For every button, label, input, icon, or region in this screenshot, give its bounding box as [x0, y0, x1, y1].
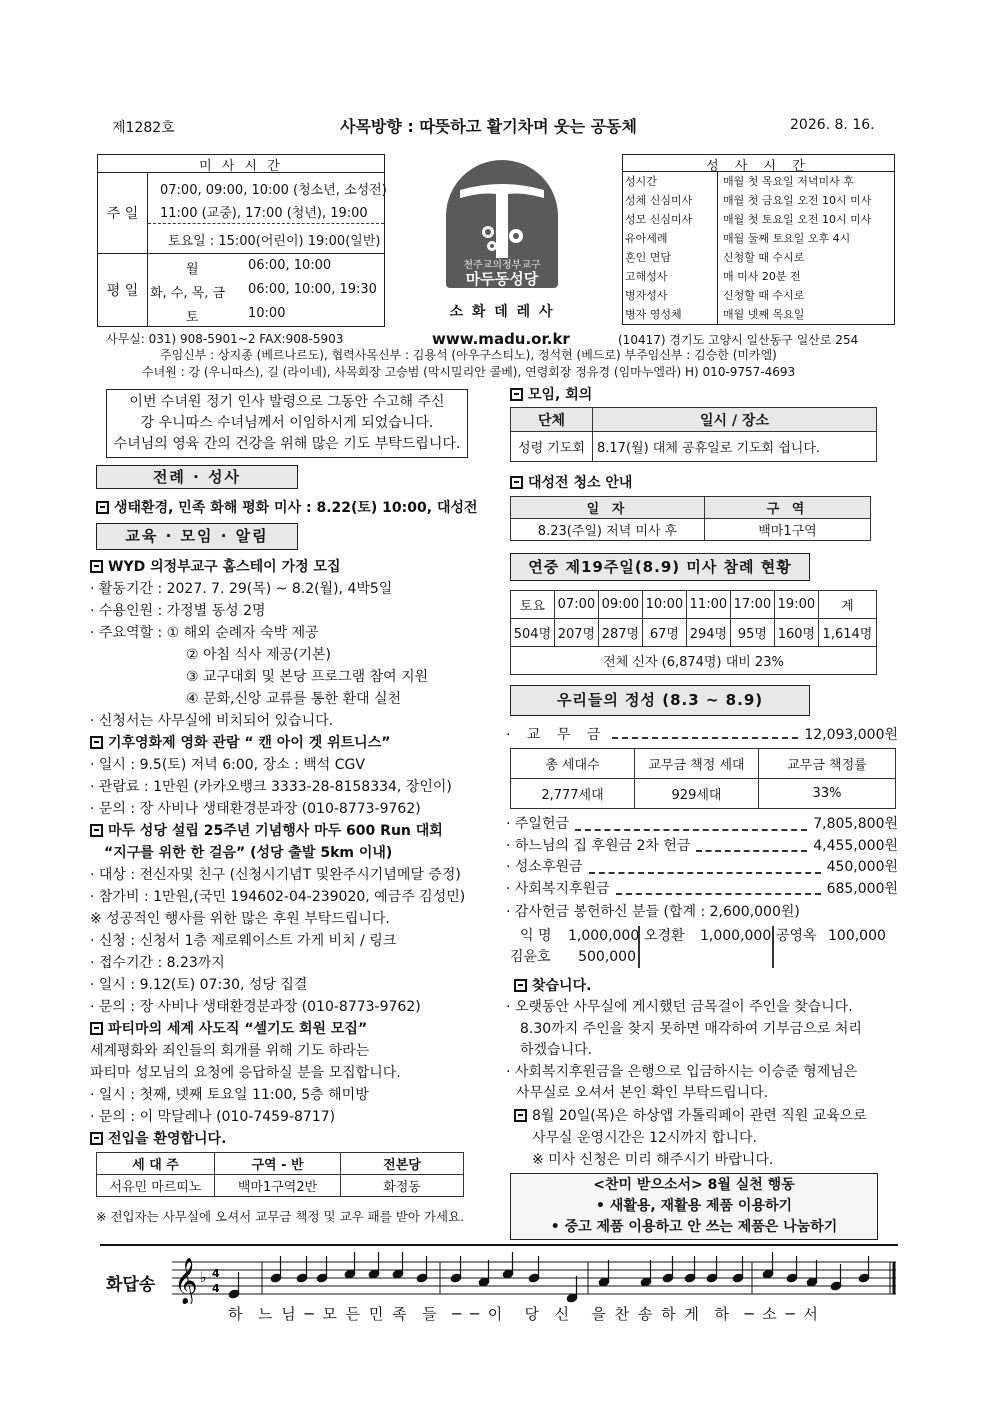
svg-text:4: 4 — [212, 1267, 220, 1280]
sacrament-name: 고해성사 — [625, 270, 668, 283]
weekday-label: 평 일 — [98, 253, 148, 326]
sacrament-title: 성 사 시 간 — [623, 155, 894, 172]
sacrament-name: 성시간 — [625, 175, 657, 188]
offering-label: · 하느님의 집 후원금 2차 헌금 — [506, 837, 691, 854]
cleaning-cell: 백마1구역 — [705, 519, 871, 541]
offering-row — [506, 879, 898, 901]
meeting-table — [510, 407, 877, 462]
welcome-note: ※ 전입자는 사무실에 오셔서 교무금 책정 및 교우 패를 받아 가세요. — [96, 1209, 465, 1224]
weekday-time-3: 10:00 — [248, 306, 286, 321]
lost-found-line: 8.30까지 주인을 찾지 못하면 매각하여 기부금으로 처리 — [520, 1020, 862, 1037]
sacrament-name: 병자성사 — [625, 289, 668, 302]
weekday-day-3: 토 — [186, 310, 199, 325]
checkbox-icon — [90, 1022, 103, 1035]
offering-label: · 성소후원금 — [506, 859, 583, 875]
meeting-title: 모임, 회의 — [528, 387, 593, 403]
office-phone: 사무실: 031) 908-5901~2 FAX:908-5903 — [106, 332, 344, 346]
attendance-header: 계 — [818, 591, 876, 619]
checkbox-icon — [90, 1132, 103, 1145]
table-row — [97, 1175, 464, 1197]
run-detail: · 접수기간 : 8.23까지 — [90, 955, 225, 971]
issue-number: 제1282호 — [112, 120, 175, 136]
notice-line: 이번 수녀원 정기 인사 발령으로 그동안 수고해 주신 — [129, 394, 445, 410]
cleaning-title: 대성전 청소 안내 — [528, 475, 633, 491]
donor-amount: 100,000 — [828, 928, 886, 944]
offering-row — [506, 814, 898, 836]
attendance-cell: 67명 — [642, 619, 686, 647]
wyd-detail: · 활동기간 : 2027. 7. 29(목) ~ 8.2(월), 4박5일 — [90, 581, 393, 597]
attendance-title: 연중 제19주일(8.9) 미사 참례 현황 — [510, 553, 810, 581]
wyd-role: ③ 교구대회 및 본당 프로그램 참여 지원 — [186, 669, 429, 685]
sacrament-time: 매월 둘째 토요일 오후 4시 — [723, 232, 851, 245]
attendance-table — [510, 590, 877, 675]
checkbox-icon — [514, 979, 527, 992]
welcome-cell: 백마1구역2반 — [215, 1175, 341, 1197]
weekday-time-2: 06:00, 10:00, 19:30 — [248, 282, 377, 297]
lost-found-line: · 사회복지후원금을 은행으로 입금하시는 이승준 형제님은 — [506, 1063, 858, 1080]
attendance-cell: 287명 — [598, 619, 642, 647]
sacrament-time: 신청할 때 수시로 — [723, 289, 805, 302]
run-subtitle: “지구를 위한 한 걸음” (성당 출발 5km 이내) — [104, 845, 393, 861]
sacrament-name: 혼인 면담 — [625, 251, 672, 264]
office-notice: 8월 20일(목)은 하상앱 가톨릭페이 관련 직원 교육으로 — [532, 1108, 867, 1124]
checkbox-icon — [90, 560, 103, 573]
welcome-header: 전본당 — [341, 1153, 464, 1175]
film-detail: · 관람료 : 1만원 (카카오뱅크 3333-28-8158334, 장인이) — [90, 779, 452, 795]
saturday-times: 토요일 : 15:00(어린이) 19:00(일반) — [168, 234, 381, 249]
film-detail: · 일시 : 9.5(토) 저녁 6:00, 장소 : 백석 CGV — [90, 757, 365, 773]
run-detail: · 일시 : 9.12(토) 07:30, 성당 집결 — [90, 977, 308, 993]
gyomu-line — [506, 724, 898, 744]
sunday-times-1: 07:00, 09:00, 10:00 (청소년, 소성전) — [160, 183, 387, 198]
notice-line: 수녀님의 영육 간의 건강을 위해 많은 기도 부탁드립니다. — [113, 436, 461, 452]
offering-row — [506, 857, 898, 879]
fatima-detail: · 문의 : 이 막달레나 (010-7459-8717) — [90, 1109, 336, 1125]
parish-logo — [446, 160, 558, 288]
tithe-header: 총 세대수 — [511, 749, 635, 779]
svg-text:4: 4 — [212, 1282, 220, 1295]
fatima-detail: 파티마 성모님의 요청에 응답하실 분을 모집합니다. — [90, 1065, 401, 1081]
table-row — [511, 779, 896, 809]
table-row — [511, 432, 877, 462]
checkbox-icon — [510, 476, 523, 489]
sacrament-name: 성모 신심미사 — [625, 213, 693, 226]
run-detail: ※ 성공적인 행사를 위한 많은 후원 부탁드립니다. — [90, 911, 390, 927]
fatima-title: 파티마의 세계 사도직 “셀기도 회원 모집” — [108, 1021, 368, 1037]
diocese-name: 천주교의정부교구 — [463, 260, 541, 271]
attendance-cell: 207명 — [554, 619, 598, 647]
offering-value: 450,000원 — [826, 859, 898, 875]
tithe-cell: 33% — [759, 779, 896, 809]
film-title: 기후영화제 영화 관람 “ 캔 아이 겟 위트니스” — [108, 735, 391, 751]
sacrament-time: 매 미사 20분 전 — [723, 270, 801, 283]
meeting-header: 단체 — [511, 408, 593, 432]
table-row — [511, 619, 877, 647]
tithe-header: 교무금 책정률 — [759, 749, 896, 779]
checkbox-icon — [96, 501, 109, 514]
music-staff — [172, 1252, 898, 1304]
gyomu-label: · 교 무 금 — [506, 727, 607, 743]
treble-clef-icon: 𝄞 — [174, 1258, 198, 1304]
lost-found-line: 사무실로 오셔서 본인 확인 부탁드립니다. — [516, 1085, 769, 1101]
meeting-cell: 성령 기도회 — [511, 432, 593, 462]
patron-name: 소 화 데 레 사 — [449, 304, 555, 320]
notice-box — [106, 389, 468, 458]
cleaning-header: 구 역 — [705, 497, 871, 519]
priests-info: 주임신부 : 상지종 (베르나르도), 협력사목신부 : 김용석 (아우구스티노), 정석현 (베드로) 부주임신부 : 김승한 (미카엘) — [160, 348, 777, 362]
left-content — [90, 556, 490, 1150]
checkbox-icon — [90, 824, 103, 837]
sacrament-time: 매월 첫 목요일 저녁미사 후 — [723, 175, 854, 188]
sacrament-name: 병자 영성체 — [625, 308, 682, 321]
attendance-total: 전체 신자 (6,874명) 대비 23% — [511, 647, 877, 675]
donor-name: 공영옥 — [776, 928, 817, 944]
sacrament-times-box — [622, 154, 895, 325]
gyomu-value: 12,093,000원 — [804, 727, 898, 743]
bulletin-date: 2026. 8. 16. — [790, 117, 875, 133]
section-liturgy: 전례 · 성사 — [96, 465, 298, 489]
tithe-header: 교무금 책정 세대 — [635, 749, 759, 779]
welcome-table — [96, 1152, 464, 1197]
fatima-detail: 세계평화와 죄인들의 회개를 위해 기도 하라는 — [90, 1043, 370, 1059]
lost-found-line: 하겠습니다. — [520, 1042, 593, 1058]
staff-info: 수녀원 : 강 (우니따스), 길 (라이네), 사목회장 고승범 (막시밀리안 콜베), 연령회장 정유경 (임마누엘라) H) 010-9757-4693 — [142, 365, 796, 379]
meeting-cell: 8.17(월) 대체 공휴일로 기도회 쉽니다. — [593, 432, 877, 462]
wyd-role: ② 아침 식사 제공(기본) — [186, 647, 332, 663]
praise-item: • 새활용, 재활용 제품 이용하기 — [595, 1198, 793, 1214]
donor-name: 익 명 — [520, 928, 552, 944]
offering-list — [506, 814, 898, 900]
office-notice: 사무실 운영시간은 12시까지 합니다. — [532, 1130, 757, 1146]
attendance-header: 17:00 — [730, 591, 774, 619]
attendance-cell: 95명 — [730, 619, 774, 647]
attendance-header: 07:00 — [554, 591, 598, 619]
parish-address: (10417) 경기도 고양시 일산동구 일산로 254 — [618, 333, 859, 347]
donor-amount: 1,000,000 — [700, 928, 772, 944]
attendance-cell: 294명 — [686, 619, 730, 647]
sacrament-time: 매월 첫 토요일 오전 10시 미사 — [723, 213, 872, 226]
section-education: 교육 · 모임 · 알림 — [96, 523, 298, 550]
cleaning-cell: 8.23(주일) 저녁 미사 후 — [511, 519, 705, 541]
sacrament-time: 신청할 때 수시로 — [723, 251, 805, 264]
attendance-header: 10:00 — [642, 591, 686, 619]
sacrament-time: 매월 넷째 목요일 — [723, 308, 805, 321]
run-detail: · 대상 : 전신자및 친구 (신청시기념T 및완주시기념메달 증정) — [90, 867, 461, 883]
tithe-table — [510, 748, 896, 809]
psalm-label: 화답송 — [106, 1275, 156, 1295]
attendance-header: 19:00 — [774, 591, 818, 619]
parish-name: 마두동성당 — [465, 270, 539, 288]
parish-website-link[interactable]: www.madu.or.kr — [432, 330, 570, 348]
tithe-cell: 929세대 — [635, 779, 759, 809]
attendance-header: 11:00 — [686, 591, 730, 619]
welcome-title: 전입을 환영합니다. — [108, 1131, 227, 1147]
sacrament-name: 성체 신심미사 — [625, 194, 693, 207]
ecology-mass-notice: 생태환경, 민족 화해 평화 미사 : 8.22(토) 10:00, 대성전 — [114, 500, 478, 516]
checkbox-icon — [514, 1109, 527, 1122]
attendance-header: 토요 — [511, 591, 555, 619]
sacrament-time: 매월 첫 금요일 오전 10시 미사 — [723, 194, 872, 207]
wyd-detail: · 주요역할 : ① 해외 순례자 숙박 제공 — [90, 625, 319, 641]
wyd-detail: · 수용인원 : 가정별 동성 2명 — [90, 603, 266, 619]
tithe-cell: 2,777세대 — [511, 779, 635, 809]
office-notice: ※ 미사 신청은 미리 해주시기 바랍니다. — [532, 1152, 774, 1168]
weekday-day-1: 월 — [186, 262, 199, 277]
cleaning-header: 일 자 — [511, 497, 705, 519]
svg-text:♭: ♭ — [200, 1270, 207, 1286]
offering-value: 4,455,000원 — [813, 837, 898, 854]
lost-found-line: · 오랫동안 사무실에 게시했던 금목걸이 주인을 찾습니다. — [506, 999, 853, 1015]
mass-times-box — [97, 154, 385, 327]
welcome-cell: 서유민 마르띠노 — [97, 1175, 215, 1197]
donor-amount: 500,000 — [578, 949, 636, 965]
offering-row — [506, 836, 898, 858]
notice-line: 강 우니따스 수녀님께서 이임하시게 되었습니다. — [140, 415, 434, 431]
donor-amount: 1,000,000 — [568, 928, 640, 944]
parish-theme: 사목방향 : 따뜻하고 활기차며 웃는 공동체 — [340, 117, 638, 136]
run-title: 마두 성당 설립 25주년 기념행사 마두 600 Run 대회 — [108, 823, 443, 839]
welcome-cell: 화정동 — [341, 1175, 464, 1197]
run-detail: · 참가비 : 1만원,(국민 194602-04-239020, 예금주 김성민) — [90, 889, 466, 905]
psalm-lyrics: 하 느 님 ─ 모 든 민 족 들 ─ ─ 이 당 신 을 찬 송 하 게 하 ─ 소 ─ 서 — [228, 1305, 820, 1323]
praise-box — [510, 1173, 878, 1240]
attendance-cell: 504명 — [511, 619, 555, 647]
mass-times-title: 미 사 시 간 — [98, 155, 384, 173]
welcome-header: 구역 - 반 — [215, 1153, 341, 1175]
attendance-cell: 160명 — [774, 619, 818, 647]
run-detail: · 신청 : 신청서 1층 제로웨이스트 가게 비치 / 링크 — [90, 933, 397, 949]
table-row — [511, 519, 871, 541]
donor-name: 김윤호 — [510, 949, 551, 965]
offering-label: · 주일헌금 — [506, 816, 569, 832]
welcome-header: 세 대 주 — [97, 1153, 215, 1175]
offering-value: 685,000원 — [826, 880, 898, 897]
meeting-header: 일시 / 장소 — [593, 408, 877, 432]
wyd-title: WYD 의정부교구 홈스테이 가정 모집 — [108, 559, 341, 575]
checkbox-icon — [90, 736, 103, 749]
donor-name: 오경환 — [644, 928, 685, 944]
sunday-label: 주 일 — [98, 173, 148, 253]
cleaning-table — [510, 496, 871, 541]
wyd-role: ④ 문화,신앙 교류를 통한 환대 실천 — [186, 691, 402, 707]
weekday-time-1: 06:00, 10:00 — [248, 258, 332, 273]
sacrament-name: 유아세례 — [625, 232, 668, 245]
lost-found-list — [506, 997, 862, 1105]
attendance-cell: 1,614명 — [818, 619, 876, 647]
wyd-detail: · 신청서는 사무실에 비치되어 있습니다. — [90, 713, 334, 729]
film-detail: · 문의 : 장 사비나 생태환경분과장 (010-8773-9762) — [90, 801, 421, 817]
praise-title: <찬미 받으소서> 8월 실천 행동 — [593, 1177, 795, 1193]
fatima-detail: · 일시 : 첫째, 넷째 토요일 11:00, 5층 해미방 — [90, 1087, 369, 1103]
offering-title: 우리들의 정성 (8.3 ~ 8.9) — [510, 685, 810, 716]
offering-label: · 사회복지후원금 — [506, 880, 610, 897]
weekday-day-2: 화, 수, 목, 금 — [150, 286, 226, 301]
checkbox-icon — [510, 388, 523, 401]
lost-found-title: 찾습니다. — [532, 978, 592, 994]
attendance-header: 09:00 — [598, 591, 642, 619]
praise-item: • 중고 제품 이용하고 안 쓰는 제품은 나눔하기 — [550, 1219, 838, 1235]
thanks-title: · 감사헌금 봉헌하신 분들 (합계 : 2,600,000원) — [506, 904, 800, 920]
run-detail: · 문의 : 장 사비나 생태환경분과장 (010-8773-9762) — [90, 999, 421, 1015]
offering-value: 7,805,800원 — [813, 816, 898, 832]
sunday-times-2: 11:00 (교중), 17:00 (청년), 19:00 — [160, 206, 368, 221]
